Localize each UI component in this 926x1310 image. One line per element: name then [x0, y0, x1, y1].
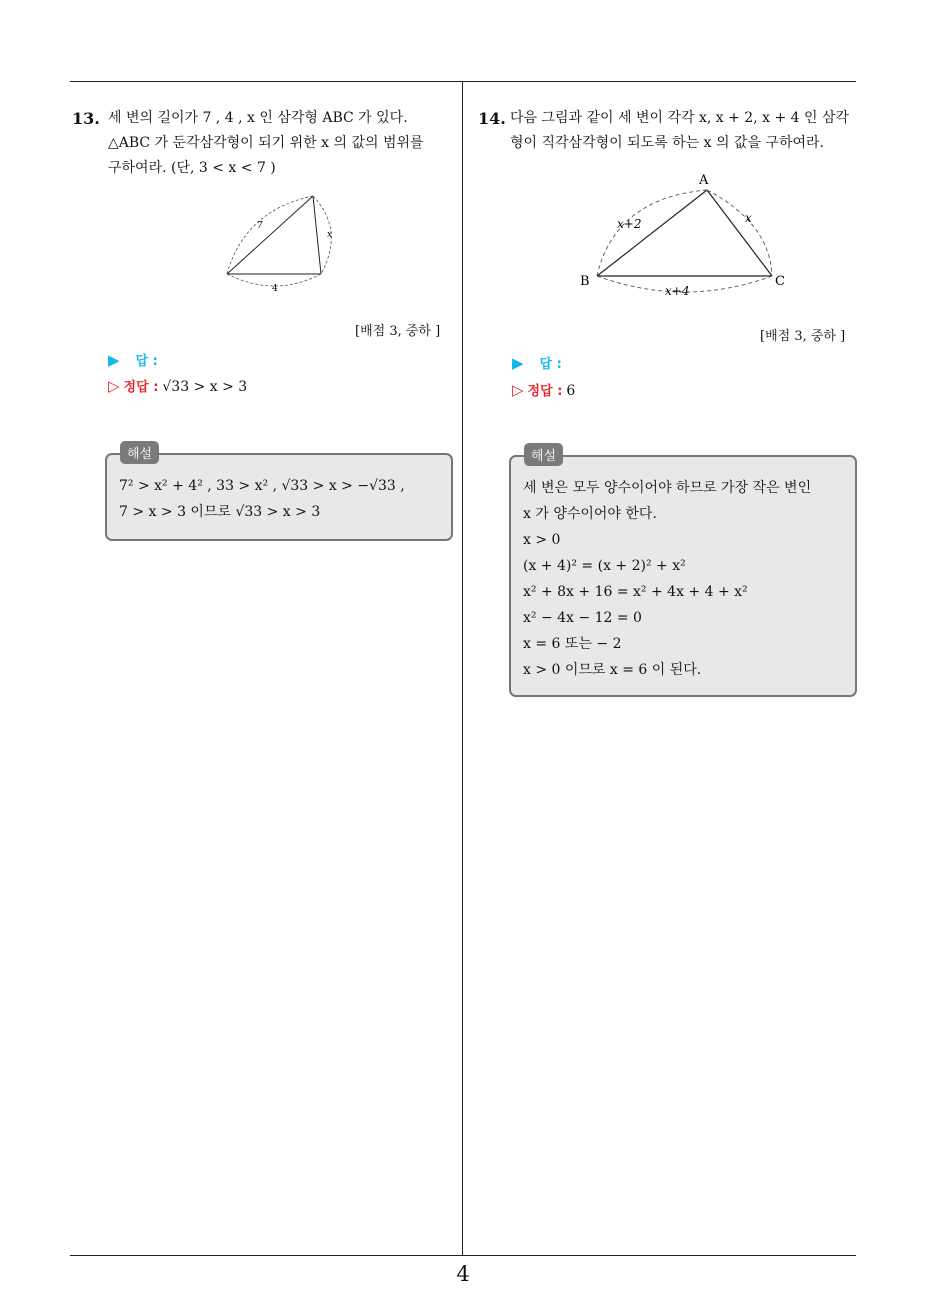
solution-box-13: [105, 453, 453, 541]
problem-number: 14.: [478, 109, 506, 128]
answer-label: 답 :: [135, 354, 158, 369]
correct-value: √33 > x > 3: [162, 379, 248, 395]
label-4: 4: [272, 284, 278, 294]
solution-lines: [119, 473, 405, 525]
solution-tab-13: 해설: [120, 441, 159, 464]
triangle-figure-14: [575, 168, 795, 303]
correct-row-13: [108, 376, 247, 395]
solution-line: x > 0: [523, 532, 561, 548]
vertex-C: C: [775, 274, 785, 289]
problem-text-line: 구하여라. (단, 3 < x < 7 ): [108, 160, 276, 176]
outline-triangle-icon: ▷: [512, 381, 524, 399]
side-7: [227, 196, 313, 274]
label-BC: x+4: [665, 284, 690, 298]
problem-text-line: 다음 그림과 같이 세 변이 각각 x, x + 2, x + 4 인 삼각: [510, 110, 850, 126]
label-7: 7: [257, 221, 263, 231]
problem-text: [108, 106, 424, 181]
label-x: x: [327, 230, 333, 240]
play-triangle-icon: ▶: [108, 351, 120, 369]
score-13: [배점 3, 중하 ]: [355, 324, 441, 339]
solution-line: x = 6 또는 − 2: [523, 636, 622, 652]
solution-line: x > 0 이므로 x = 6 이 된다.: [523, 662, 702, 678]
solution-line: (x + 4)² = (x + 2)² + x²: [523, 558, 686, 574]
bottom-rule: [70, 1255, 856, 1256]
problem-text-line: 세 변의 길이가 7 , 4 , x 인 삼각형 ABC 가 있다.: [108, 110, 408, 126]
answer-row-14: [512, 353, 562, 372]
page-number: 4: [456, 1262, 470, 1286]
side-AB: [597, 190, 707, 276]
top-rule: [70, 81, 856, 82]
answer-label: 답 :: [539, 357, 562, 372]
correct-label: 정답 :: [123, 380, 159, 395]
side-AC: [707, 190, 772, 276]
vertex-A: A: [699, 173, 709, 188]
correct-label: 정답 :: [527, 384, 563, 399]
problem-text-line: △ABC 가 둔각삼각형이 되기 위한 x 의 값의 범위를: [108, 135, 424, 151]
correct-row-14: [512, 380, 575, 399]
column-divider: [462, 81, 463, 1256]
score-14: [배점 3, 중하 ]: [760, 329, 846, 344]
solution-line: x 가 양수이어야 한다.: [523, 506, 657, 522]
side-x: [313, 196, 321, 274]
solution-line: 7² > x² + 4² , 33 > x² , √33 > x > −√33 ,: [119, 478, 405, 494]
outline-triangle-icon: ▷: [108, 377, 120, 395]
vertex-B: B: [580, 274, 590, 289]
label-AB: x+2: [617, 217, 642, 231]
problem-text: [510, 106, 849, 156]
solution-line: x² + 8x + 16 = x² + 4x + 4 + x²: [523, 584, 748, 600]
answer-row-13: [108, 350, 158, 369]
triangle-figure-13: [215, 190, 345, 295]
solution-tab-14: 해설: [524, 443, 563, 466]
play-triangle-icon: ▶: [512, 354, 524, 372]
solution-box-14: [509, 455, 857, 697]
solution-line: x² − 4x − 12 = 0: [523, 610, 642, 626]
solution-line: 세 변은 모두 양수이어야 하므로 가장 작은 변인: [523, 480, 812, 496]
solution-line: 7 > x > 3 이므로 √33 > x > 3: [119, 504, 321, 520]
label-AC: x: [745, 211, 752, 225]
solution-lines: [523, 475, 811, 683]
problem-text-line: 형이 직각삼각형이 되도록 하는 x 의 값을 구하여라.: [510, 135, 824, 151]
problem-number: 13.: [72, 109, 100, 128]
correct-value: 6: [566, 383, 576, 399]
